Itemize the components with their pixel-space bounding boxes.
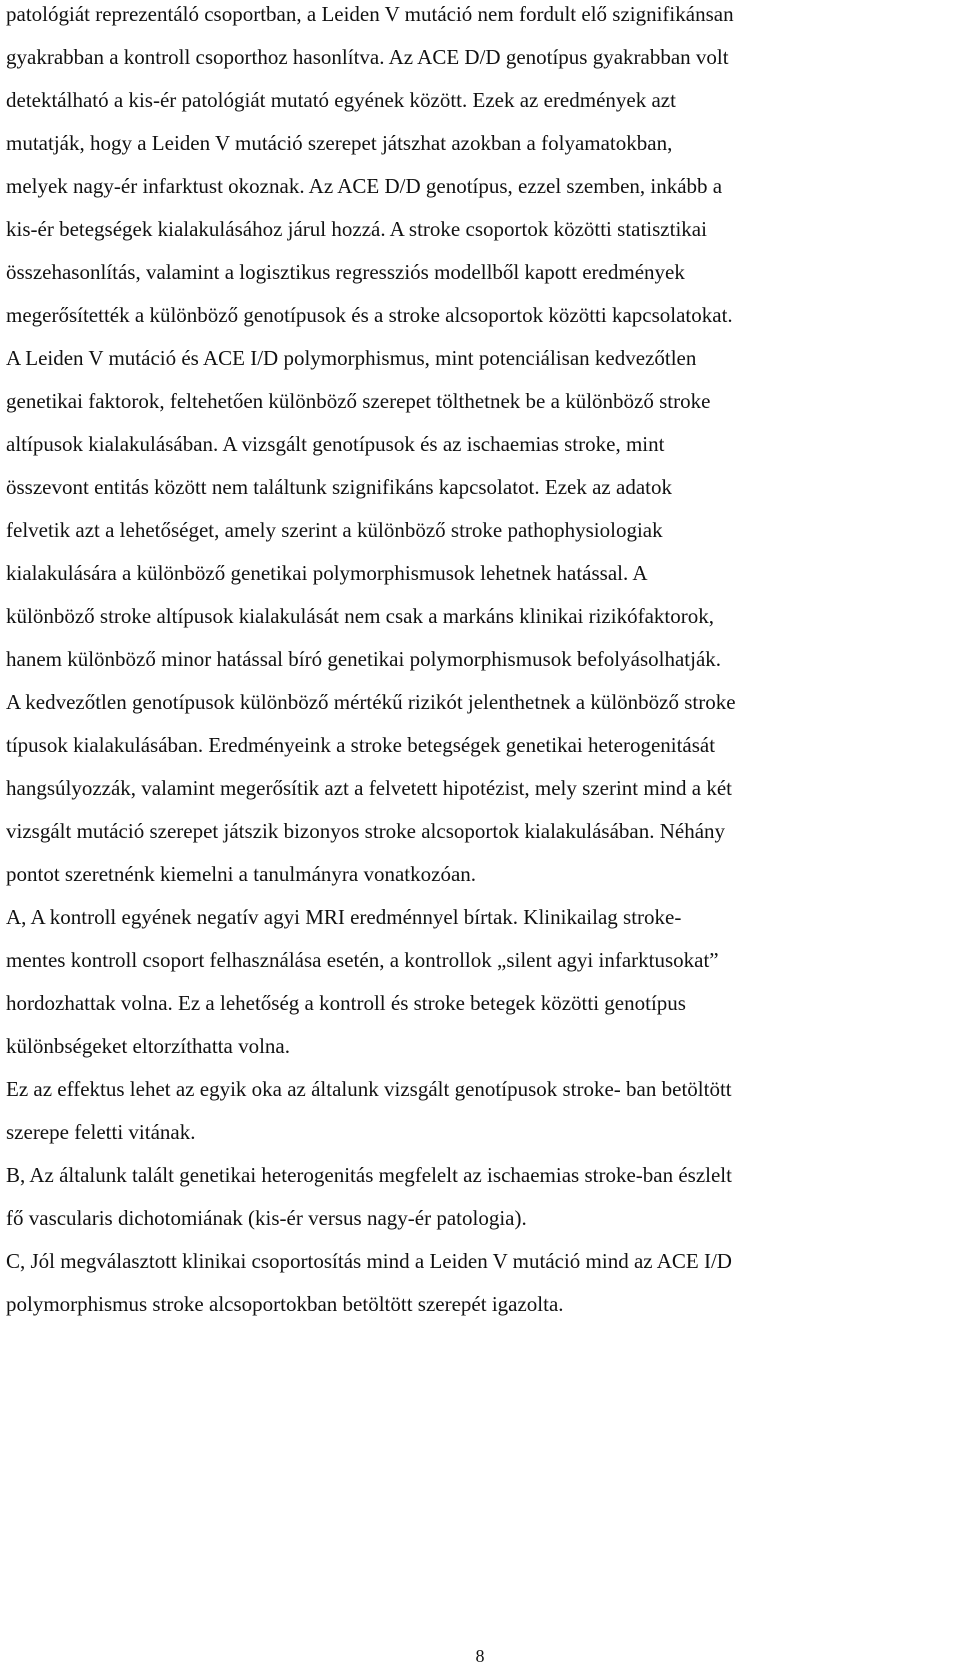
text-line: különböző stroke altípusok kialakulását nem csak a markáns klinikai rizikófaktorok, xyxy=(6,604,714,628)
text-line: fő vascularis dichotomiának (kis-ér versus nagy-ér patologia). xyxy=(6,1206,527,1230)
text-line: megerősítették a különböző genotípusok és a stroke alcsoportok közötti kapcsolatokat. xyxy=(6,303,733,327)
text-line: különbségeket eltorzíthatta volna. xyxy=(6,1034,290,1058)
text-line: összevont entitás között nem találtunk szignifikáns kapcsolatot. Ezek az adatok xyxy=(6,475,672,499)
text-line: gyakrabban a kontroll csoporthoz hasonlítva. Az ACE D/D genotípus gyakrabban volt xyxy=(6,45,729,69)
text-line: szerepe feletti vitának. xyxy=(6,1120,196,1144)
text-line: felvetik azt a lehetőséget, amely szerint a különböző stroke pathophysiologiak xyxy=(6,518,663,542)
text-line: polymorphismus stroke alcsoportokban betöltött szerepét igazolta. xyxy=(6,1292,564,1316)
page-number: 8 xyxy=(475,1646,485,1666)
text-line: típusok kialakulásában. Eredményeink a stroke betegségek genetikai heterogenitását xyxy=(6,733,716,757)
text-line: hanem különböző minor hatással bíró genetikai polymorphismusok befolyásolhatják. xyxy=(6,647,722,671)
text-line: összehasonlítás, valamint a logisztikus regressziós modellből kapott eredmények xyxy=(6,260,685,284)
text-line: kis-ér betegségek kialakulásához járul hozzá. A stroke csoportok közötti statisztikai xyxy=(6,217,707,241)
text-line: hordozhattak volna. Ez a lehetőség a kontroll és stroke betegek közötti genotípus xyxy=(6,991,686,1015)
text-line: B, Az általunk talált genetikai heterogenitás megfelelt az ischaemias stroke-ban észlelt xyxy=(6,1163,732,1187)
text-line: detektálható a kis-ér patológiát mutató egyének között. Ezek az eredmények azt xyxy=(6,88,676,112)
text-line: altípusok kialakulásában. A vizsgált genotípusok és az ischaemias stroke, mint xyxy=(6,432,665,456)
text-line: A Leiden V mutáció és ACE I/D polymorphismus, mint potenciálisan kedvezőtlen xyxy=(6,346,697,370)
text-line: C, Jól megválasztott klinikai csoportosítás mind a Leiden V mutáció mind az ACE I/D xyxy=(6,1249,732,1273)
text-line: Ez az effektus lehet az egyik oka az általunk vizsgált genotípusok stroke- ban betöltött xyxy=(6,1077,732,1101)
text-line: patológiát reprezentáló csoportban, a Leiden V mutáció nem fordult elő szignifikánsan xyxy=(6,2,734,26)
text-line: pontot szeretnénk kiemelni a tanulmányra vonatkozóan. xyxy=(6,862,477,886)
text-line: hangsúlyozzák, valamint megerősítik azt a felvetett hipotézist, mely szerint mind a két xyxy=(6,776,733,800)
text-line: genetikai faktorok, feltehetően különböző szerepet tölthetnek be a különböző stroke xyxy=(6,389,711,413)
text-line: mentes kontroll csoport felhasználása esetén, a kontrollok „silent agyi infarktusokat” xyxy=(6,948,719,972)
text-line: A, A kontroll egyének negatív agyi MRI eredménnyel bírtak. Klinikailag stroke- xyxy=(6,905,682,929)
text-line: melyek nagy-ér infarktust okoznak. Az ACE D/D genotípus, ezzel szemben, inkább a xyxy=(6,174,723,198)
text-line: kialakulására a különböző genetikai polymorphismusok lehetnek hatással. A xyxy=(6,561,648,585)
text-line: A kedvezőtlen genotípusok különböző mértékű rizikót jelenthetnek a különböző stroke xyxy=(6,690,736,714)
text-line: vizsgált mutáció szerepet játszik bizonyos stroke alcsoportok kialakulásában. Néhány xyxy=(6,819,726,843)
text-line: mutatják, hogy a Leiden V mutáció szerepet játszhat azokban a folyamatokban, xyxy=(6,131,673,155)
